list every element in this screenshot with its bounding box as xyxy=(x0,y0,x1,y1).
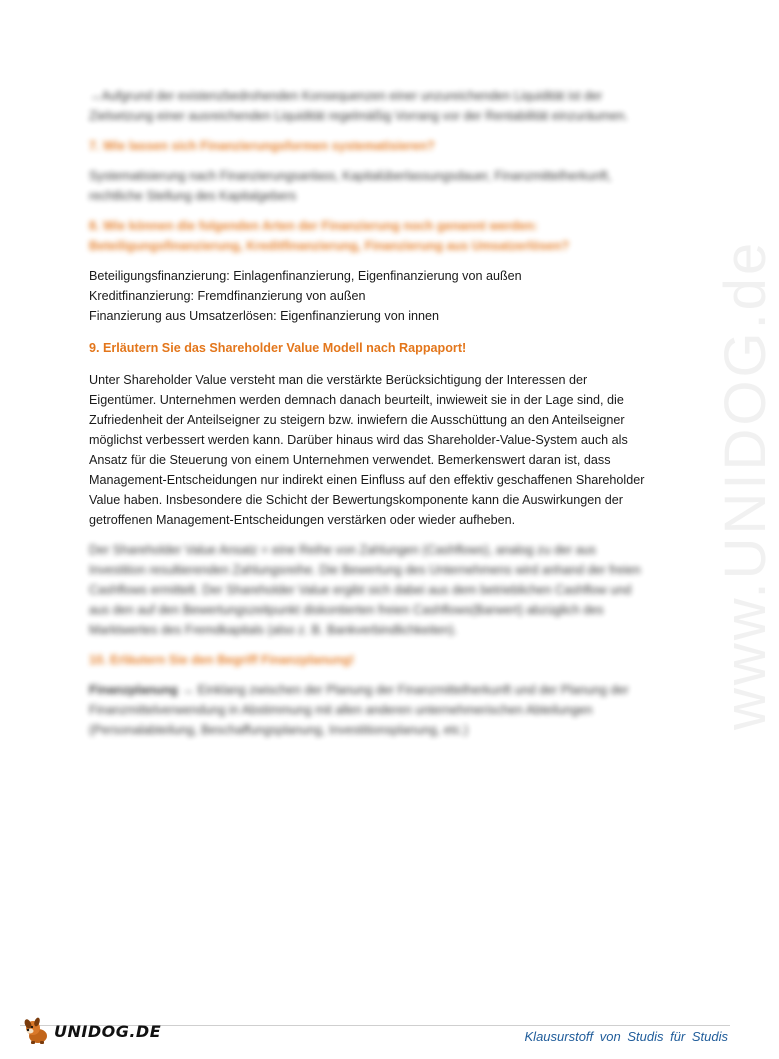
question-8-line-3: Finanzierung aus Umsatzerlösen: Eigenfinanzierung von innen xyxy=(89,309,440,323)
paragraph-line: möglichst verbessert werden kann. Darüber hinaus wird das Shareholder-Value-System auch als xyxy=(89,433,628,447)
paragraph-line: Eigentümer. Unternehmen werden demnach danach beurteilt, inwieweit sie in der Lage sind, die xyxy=(89,393,624,407)
question-10-heading: 10. Erläutern Sie den Begriff Finanzplanung! xyxy=(89,653,355,667)
question-7-answer: Systematisierung nach Finanzierungsanlass, Kapitalüberlassungsdauer, Finanzmittelherkunft, rechtliche Stellung des Kapitalgebers xyxy=(89,169,612,203)
question-8-line-2: Kreditfinanzierung: Fremdfinanzierung von außen xyxy=(89,289,366,303)
question-9-heading: 9. Erläutern Sie das Shareholder Value Modell nach Rappaport! xyxy=(89,341,467,355)
paragraph-line: Zufriedenheit der Anteilseigner zu steigern bzw. inwiefern die Ausschüttung an den Anteilseigner xyxy=(89,413,625,427)
dog-mascot-icon xyxy=(22,1016,52,1046)
footer-logo-text: UNIDOG.DE xyxy=(54,1021,162,1041)
question-7-heading: 7. Wie lassen sich Finanzierungsformen systematisieren? xyxy=(89,139,435,153)
question-10-term: Finanzplanung xyxy=(89,683,178,697)
footer-tagline: Klausurstoff von Studis für Studis xyxy=(524,1029,728,1044)
question-10-answer xyxy=(89,680,655,740)
blurred-intro-paragraph: →Aufgrund der existenzbedrohenden Konsequenzen einer unzureichenden Liquidität ist der Zielsetzung einer ausreichenden Liquidität regelmäßig Vorrang vor der Rentabilität einzuräumen. xyxy=(89,89,629,123)
question-8-line-1: Beteiligungsfinanzierung: Einlagenfinanzierung, Eigenfinanzierung von außen xyxy=(89,269,522,283)
paragraph-line: Management-Entscheidungen nur indirekt einen Einfluss auf den effektiv geschaffenen Shareholder xyxy=(89,473,645,487)
question-8-heading: 8. Wie können die folgenden Arten der Finanzierung noch genannt werden: Beteiligungsfinanzierung, Kreditfinanzierung, Finanzierung aus Umsatzerlösen? xyxy=(89,219,570,253)
question-9-paragraph-1 xyxy=(89,370,655,530)
paragraph-line: Unter Shareholder Value versteht man die verstärkte Berücksichtigung der Interessen der xyxy=(89,373,588,387)
footer-logo xyxy=(22,1014,161,1048)
watermark-text: www.UNIDOG.de xyxy=(713,239,778,730)
document-body xyxy=(89,86,655,740)
paragraph-line: Ansatz für die Steuerung von einem Unternehmen verwendet. Bemerkenswert daran ist, dass xyxy=(89,453,611,467)
paragraph-line: Value haben. Insbesondere die Schicht der Bewertungskomponente kann die Auswirkungen der xyxy=(89,493,623,507)
paragraph-line: getroffenen Management-Entscheidungen verstärken oder wieder aufheben. xyxy=(89,513,516,527)
question-9-paragraph-2: Der Shareholder Value Ansatz = eine Reihe von Zahlungen (Cashflows), analog zu der aus Investition resultierenden Zahlungsreihe. Die Bewertung des Unternehmens wird anhand der freien Cashflows ermittelt. Der Shareholder Value ergibt sich dabei aus dem betrieblichen Cashflow und aus den auf den Bewertungszeitpunkt diskontierten freien Cashflows(Barwert) abzüglich des Marktwertes des Fremdkapitals (also z. B. Bankverbindlichkeiten). xyxy=(89,543,641,637)
question-10-answer-text: → Einklang zwischen der Planung der Finanzmittelherkunft und der Planung der Finanzmittelverwendung in Abstimmung mit allen anderen unternehmerischen Abteilungen (Personalabteilung, Beschaffungsplanung, Investitionsplanung, etc.) xyxy=(89,683,629,737)
